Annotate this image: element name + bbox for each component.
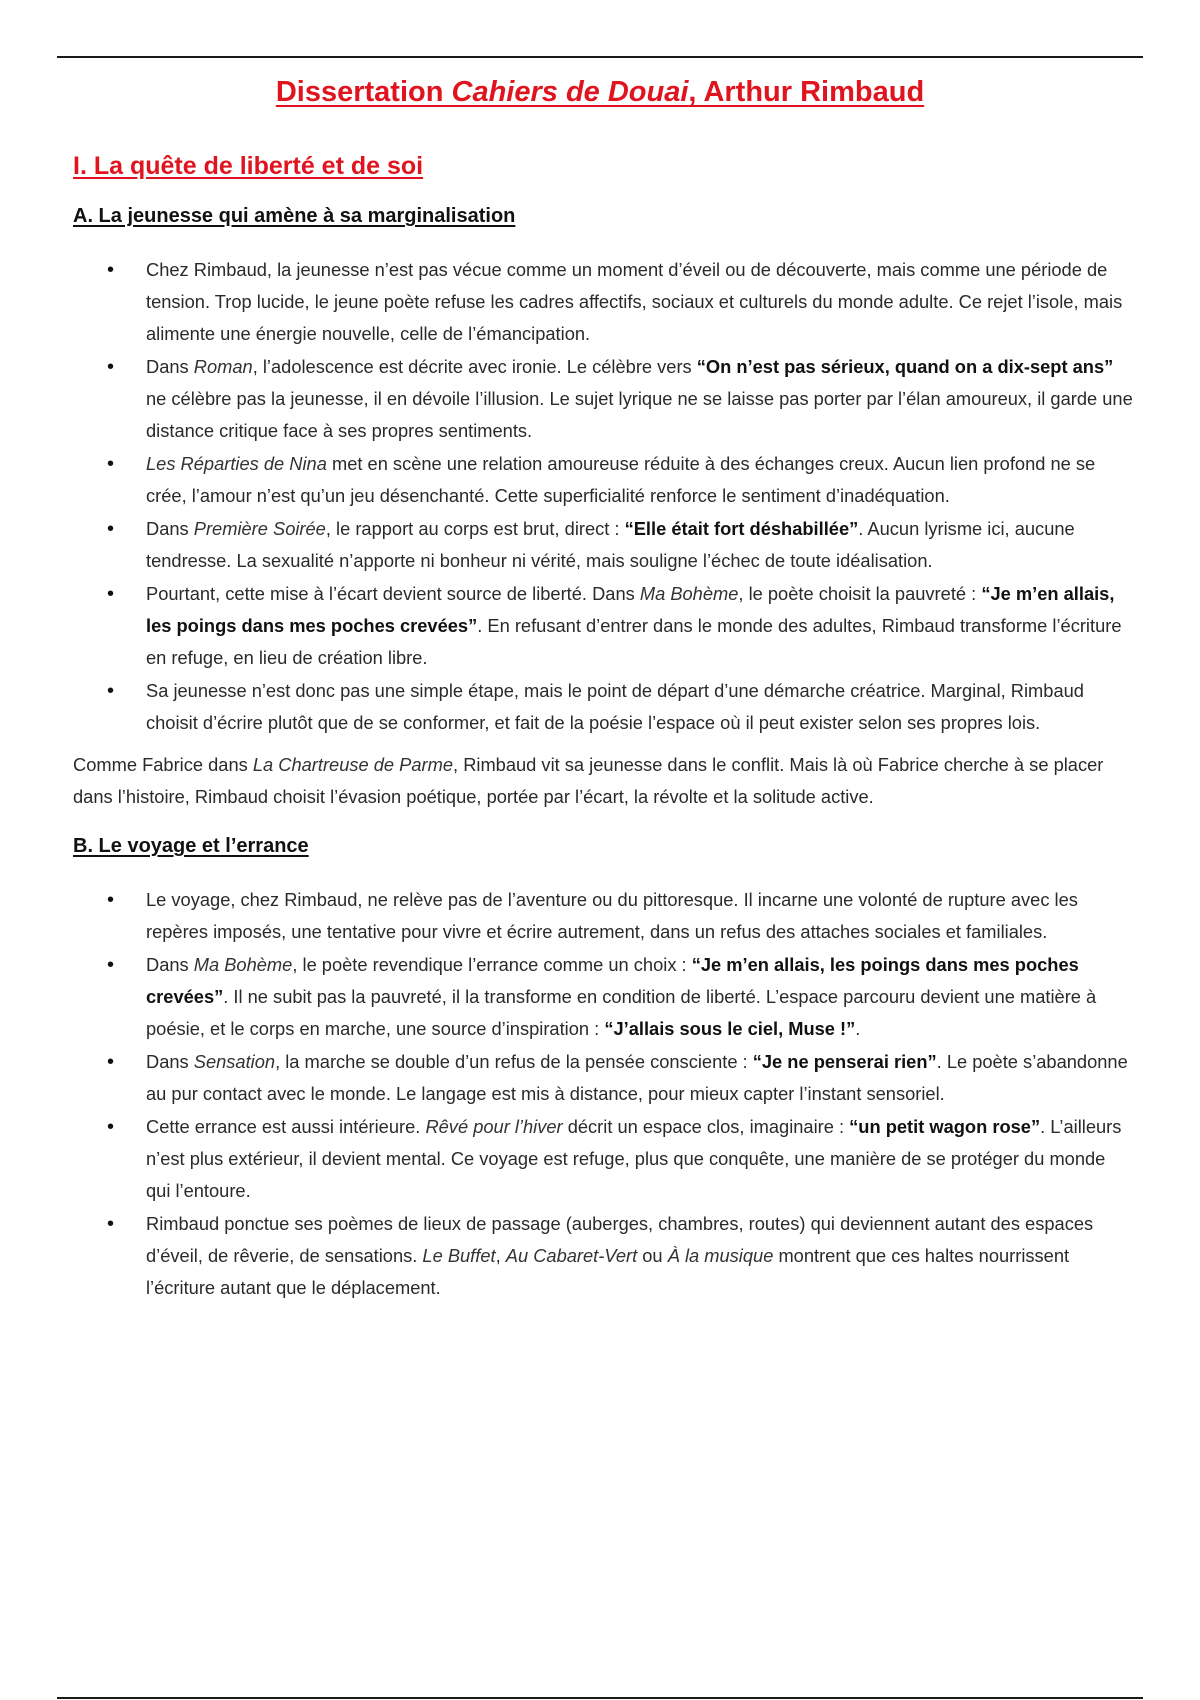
- section-a-conclusion: Comme Fabrice dans La Chartreuse de Parme, Rimbaud vit sa jeunesse dans le conflit. Mais là où Fabrice cherche à se placer dans l’histoire, Rimbaud choisit l’évasion poétique, portée par l’écart, la révolte et la solitude active.: [73, 754, 1104, 807]
- list-item: • Les Réparties de Nina met en scène une relation amoureuse réduite à des échanges creux. Aucun lien profond ne se crée, l’amour n’est qu’un jeu désenchanté. Cette superficialité renforce le sentiment d’inadéquation.: [73, 448, 1133, 512]
- bottom-rule: [57, 1697, 1143, 1699]
- list-item: • Dans Sensation, la marche se double d’un refus de la pensée consciente : “Je ne penserai rien”. Le poète s’abandonne au pur contact avec le monde. Le langage est mis à distance, pour mieux capter l’instant sensoriel.: [73, 1046, 1133, 1110]
- list-item: • Sa jeunesse n’est donc pas une simple étape, mais le point de départ d’une démarche créatrice. Marginal, Rimbaud choisit d’écrire plutôt que de se conformer, et fait de la poésie l’espace où il peut exister selon ses propres lois.: [73, 675, 1133, 739]
- part-heading: I. La quête de liberté et de soi: [73, 152, 424, 180]
- section-a-list: [73, 254, 1133, 739]
- document-title: Dissertation Cahiers de Douai, Arthur Rimbaud: [275, 76, 925, 108]
- section-b-heading: B. Le voyage et l’errance: [73, 835, 309, 857]
- list-item: • Pourtant, cette mise à l’écart devient source de liberté. Dans Ma Bohème, le poète choisit la pauvreté : “Je m’en allais, les poings dans mes poches crevées”. En refusant d’entrer dans le monde des adultes, Rimbaud transforme l’écriture en refuge, en lieu de création libre.: [73, 578, 1133, 674]
- list-item: • Chez Rimbaud, la jeunesse n’est pas vécue comme un moment d’éveil ou de découverte, mais comme une période de tension. Trop lucide, le jeune poète refuse les cadres affectifs, sociaux et culturels du monde adulte. Ce rejet l’isole, mais alimente une énergie nouvelle, celle de l’émancipation.: [73, 254, 1133, 350]
- list-item: • Le voyage, chez Rimbaud, ne relève pas de l’aventure ou du pittoresque. Il incarne une volonté de rupture avec les repères imposés, une tentative pour vivre et écrire autrement, dans un refus des attaches sociales et familiales.: [73, 884, 1133, 948]
- list-item: • Dans Première Soirée, le rapport au corps est brut, direct : “Elle était fort déshabillée”. Aucun lyrisme ici, aucune tendresse. La sexualité n’apporte ni bonheur ni vérité, mais souligne l’échec de toute idéalisation.: [73, 513, 1133, 577]
- list-item: • Rimbaud ponctue ses poèmes de lieux de passage (auberges, chambres, routes) qui deviennent autant des espaces d’éveil, de rêverie, de sensations. Le Buffet, Au Cabaret-Vert ou À la musique montrent que ces haltes nourrissent l’écriture autant que le déplacement.: [73, 1208, 1133, 1304]
- section-a-heading: A. La jeunesse qui amène à sa marginalisation: [73, 205, 516, 227]
- list-item: • Dans Ma Bohème, le poète revendique l’errance comme un choix : “Je m’en allais, les poings dans mes poches crevées”. Il ne subit pas la pauvreté, il la transforme en condition de liberté. L’espace parcouru devient une matière à poésie, et le corps en marche, une source d’inspiration : “J’allais sous le ciel, Muse !”.: [73, 949, 1133, 1045]
- list-item: • Cette errance est aussi intérieure. Rêvé pour l’hiver décrit un espace clos, imaginaire : “un petit wagon rose”. L’ailleurs n’est plus extérieur, il devient mental. Ce voyage est refuge, plus que conquête, une manière de se protéger du monde qui l’entoure.: [73, 1111, 1133, 1207]
- section-b-list: [73, 884, 1133, 1304]
- top-rule: [57, 56, 1143, 58]
- list-item: • Dans Roman, l’adolescence est décrite avec ironie. Le célèbre vers “On n’est pas sérieux, quand on a dix-sept ans” ne célèbre pas la jeunesse, il en dévoile l’illusion. Le sujet lyrique ne se laisse pas porter par l’élan amoureux, il garde une distance critique face à ses propres sentiments.: [73, 351, 1133, 447]
- document-body: [73, 152, 1133, 1314]
